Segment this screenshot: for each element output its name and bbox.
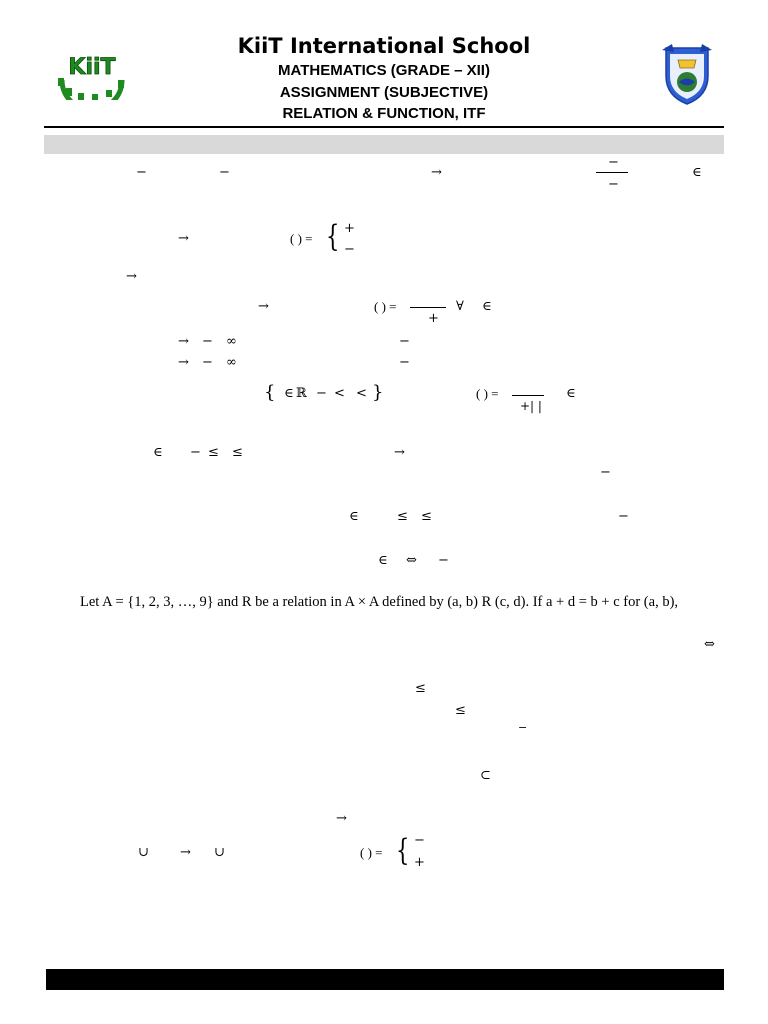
arrow-symbol: → xyxy=(180,845,191,860)
plus-symbol: + xyxy=(428,311,439,326)
arrow-symbol: → xyxy=(394,445,405,460)
minus-symbol: − xyxy=(190,445,201,460)
minus-symbol: − xyxy=(202,334,213,349)
minus-symbol: − xyxy=(399,355,410,370)
school-title: KiiT International School xyxy=(237,34,531,58)
minus-symbol: − xyxy=(438,553,449,568)
fraction-bar xyxy=(410,307,446,308)
minus-symbol: − xyxy=(618,509,629,524)
less-equal-symbol: ≤ xyxy=(232,445,243,460)
minus-symbol: − xyxy=(518,721,528,734)
minus-symbol: − xyxy=(414,833,425,848)
header-rule xyxy=(44,126,724,128)
header-assignment: ASSIGNMENT (SUBJECTIVE) xyxy=(279,84,489,101)
less-equal-symbol: ≤ xyxy=(421,509,432,524)
forall-symbol: ∀ xyxy=(456,299,464,314)
less-equal-symbol: ≤ xyxy=(397,509,408,524)
arrow-symbol: → xyxy=(258,299,269,314)
plus-symbol: + xyxy=(414,855,425,870)
arrow-symbol: → xyxy=(178,355,189,370)
element-of-symbol: ∈ xyxy=(284,386,294,401)
minus-symbol: − xyxy=(202,355,213,370)
svg-text:KiiT: KiiT xyxy=(68,55,116,80)
question-relation-text: Let A = {1, 2, 3, …, 9} and R be a relation in A × A defined by (a, b) R (c, d). If a + d = b + c for (a, b), xyxy=(80,594,679,610)
less-equal-symbol: ≤ xyxy=(415,681,426,696)
function-notation: ( ) = xyxy=(374,299,397,314)
union-symbol: ∪ xyxy=(138,845,149,860)
reals-symbol: ℝ xyxy=(296,386,307,401)
left-brace: { xyxy=(264,382,276,403)
arrow-symbol: → xyxy=(126,269,137,284)
element-of-symbol: ∈ xyxy=(153,445,163,460)
fraction-bar xyxy=(596,172,628,173)
element-of-symbol: ∈ xyxy=(692,165,702,180)
fraction-bar xyxy=(512,395,544,396)
element-of-symbol: ∈ xyxy=(566,386,576,401)
infinity-symbol: ∞ xyxy=(226,334,237,349)
minus-symbol: − xyxy=(219,165,230,180)
left-brace: { xyxy=(396,833,410,868)
arrow-symbol: → xyxy=(336,811,347,826)
less-than-symbol: < xyxy=(334,386,345,401)
minus-symbol: − xyxy=(600,465,611,480)
less-equal-symbol: ≤ xyxy=(208,445,219,460)
element-of-symbol: ∈ xyxy=(482,299,492,314)
union-symbol: ∪ xyxy=(214,845,225,860)
right-brace: } xyxy=(372,382,384,403)
minus-symbol: − xyxy=(608,177,619,192)
function-notation: ( ) = xyxy=(290,231,313,246)
plus-symbol: + xyxy=(344,221,355,236)
header-topic: RELATION & FUNCTION, ITF xyxy=(282,105,486,122)
minus-symbol: − xyxy=(608,155,619,170)
infinity-symbol: ∞ xyxy=(226,355,237,370)
less-than-symbol: < xyxy=(356,386,367,401)
arrow-symbol: → xyxy=(178,231,189,246)
function-notation: ( ) = xyxy=(476,386,499,401)
header-subject: MATHEMATICS (GRADE – XII) xyxy=(278,62,490,79)
left-brace: { xyxy=(326,219,340,254)
abs-denominator: +| | xyxy=(520,399,542,413)
arrow-symbol: → xyxy=(178,334,189,349)
function-notation: ( ) = xyxy=(360,845,383,860)
arrow-symbol: → xyxy=(431,165,442,180)
less-equal-symbol: ≤ xyxy=(455,703,466,718)
iff-symbol: ⇔ xyxy=(704,637,715,652)
iff-symbol: ⇔ xyxy=(406,553,417,568)
minus-symbol: − xyxy=(136,165,147,180)
minus-symbol: − xyxy=(399,334,410,349)
subset-symbol: ⊂ xyxy=(480,768,491,783)
element-of-symbol: ∈ xyxy=(349,509,359,524)
minus-symbol: − xyxy=(344,242,355,257)
element-of-symbol: ∈ xyxy=(378,553,388,568)
minus-symbol: − xyxy=(316,386,327,401)
footer-bar xyxy=(46,969,724,990)
section-band xyxy=(44,135,724,154)
